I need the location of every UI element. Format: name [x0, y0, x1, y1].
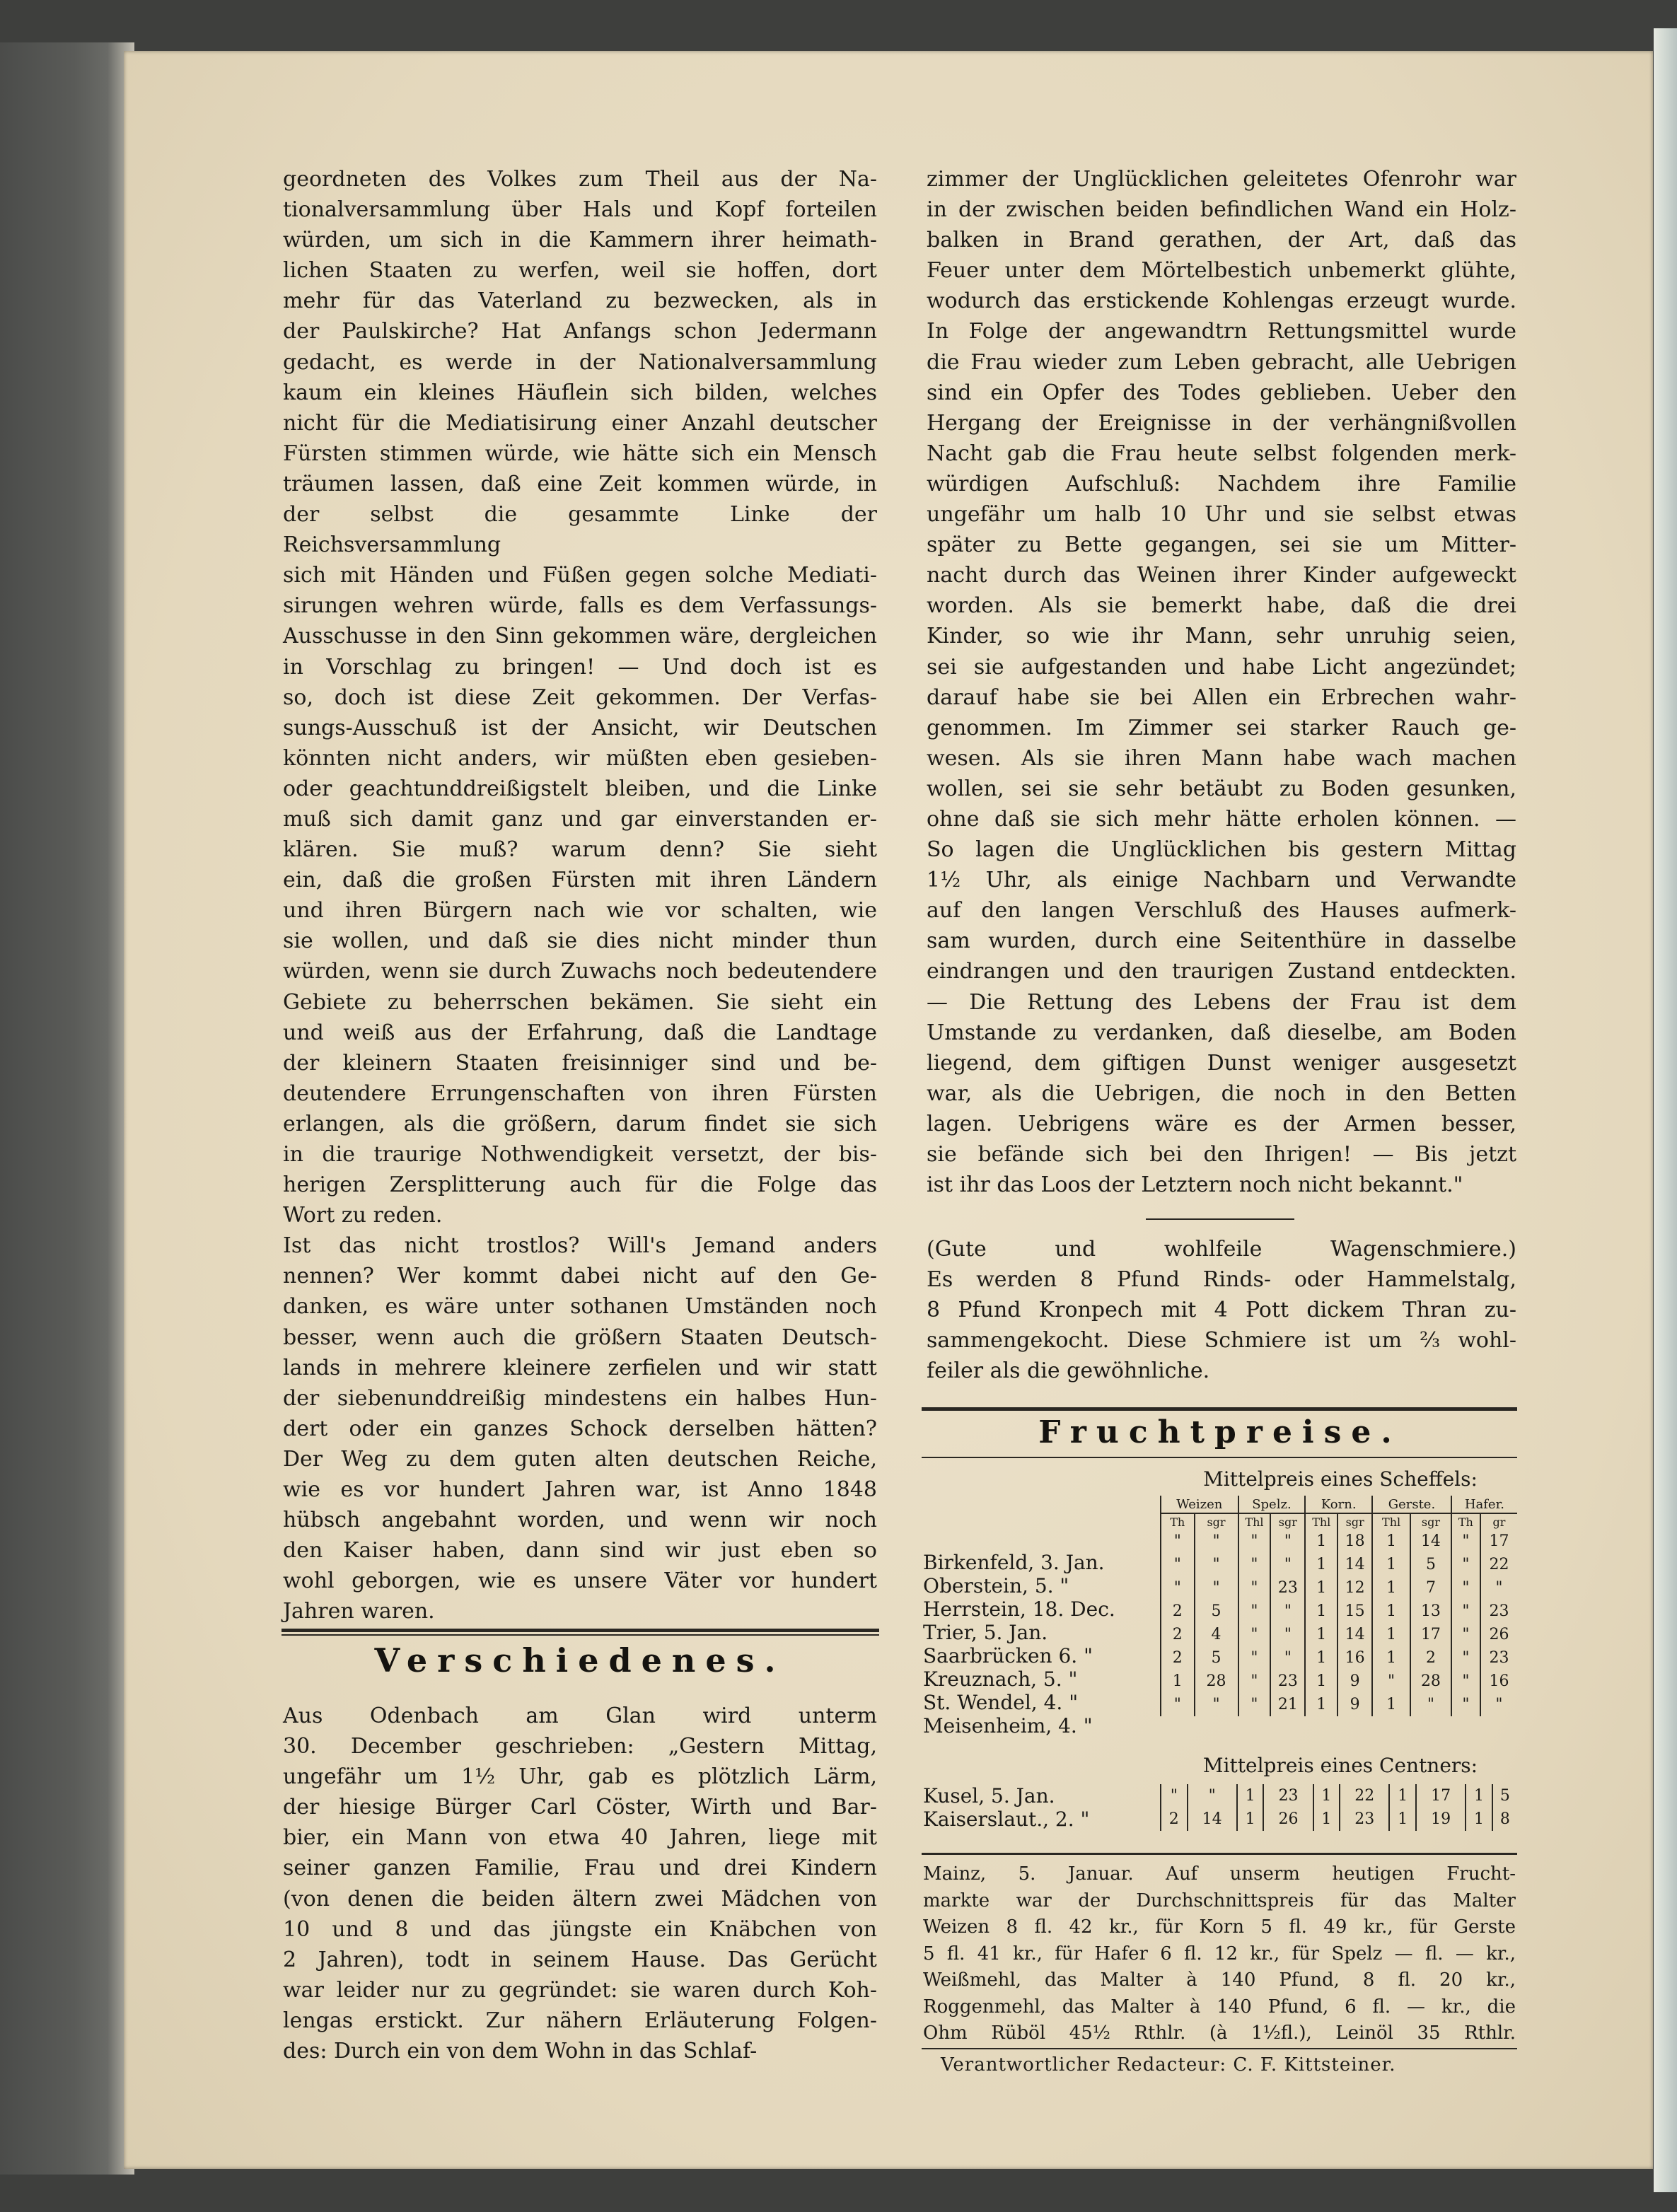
- table-cell: ": [1451, 1693, 1480, 1716]
- table-cell: 1: [1305, 1646, 1337, 1670]
- text-line: die Frau wieder zum Leben gebracht, alle Uebrigen: [927, 349, 1516, 375]
- table-row: [1161, 1693, 1517, 1716]
- text-line: Mainz, 5. Januar. Auf unserm heutigen Frucht-: [923, 1863, 1516, 1885]
- table-cell: ": [1451, 1646, 1480, 1670]
- text-line: sei sie aufgestanden und habe Licht angezündet;: [927, 654, 1516, 680]
- table-cell: 1: [1305, 1553, 1337, 1576]
- text-line: und weiß aus der Erfahrung, daß die Landtage: [283, 1020, 877, 1045]
- text-line: in die traurige Nothwendigkeit versetzt, der bis-: [283, 1142, 877, 1167]
- text-line: (Gute und wohlfeile Wagenschmiere.): [927, 1237, 1516, 1262]
- place-label: Kreuznach, 5. ": [923, 1667, 1078, 1691]
- short-rule: [1146, 1218, 1294, 1220]
- text-line: Ausschusse in den Sinn gekommen wäre, dergleichen: [283, 624, 877, 649]
- table-cell: ": [1410, 1693, 1451, 1716]
- table-cell: 1: [1161, 1670, 1195, 1693]
- table-cell: 13: [1410, 1600, 1451, 1623]
- table-cell: 1: [1305, 1600, 1337, 1623]
- text-line: Wort zu reden.: [283, 1203, 443, 1228]
- text-line: wollen, sei sie sehr betäubt zu Boden gesunken,: [927, 776, 1516, 801]
- table-cell: 1: [1237, 1808, 1264, 1831]
- unit-header-row: [1161, 1513, 1517, 1530]
- table-cell: 1: [1305, 1623, 1337, 1646]
- table-cell: 12: [1337, 1576, 1372, 1600]
- text-line: Es werden 8 Pfund Rinds- oder Hammelstalg,: [927, 1267, 1516, 1293]
- place-label: Meisenheim, 4. ": [923, 1714, 1093, 1737]
- table-header-scheffel: Mittelpreis eines Scheffels:: [1203, 1467, 1478, 1491]
- table-cell: 22: [1340, 1784, 1389, 1808]
- unit-header: Thl: [1372, 1513, 1410, 1530]
- text-line: muß sich damit ganz und gar einverstanden er-: [283, 806, 877, 832]
- price-grid-centner: [1160, 1784, 1517, 1831]
- section-rule: [282, 1629, 879, 1632]
- text-line: lengas erstickt. Zur nähern Erläuterung Folgen-: [283, 2008, 877, 2033]
- table-row: [1161, 1623, 1517, 1646]
- signature-rule: [922, 2048, 1517, 2049]
- table-cell: 14: [1337, 1623, 1372, 1646]
- table-cell: 9: [1337, 1670, 1372, 1693]
- table-cell: 26: [1480, 1623, 1517, 1646]
- table-cell: ": [1238, 1670, 1271, 1693]
- text-line: der hiesige Bürger Carl Cöster, Wirth und Bar-: [283, 1795, 877, 1820]
- place-label: Saarbrücken 6. ": [923, 1644, 1093, 1667]
- table-grid-top: [1160, 1496, 1517, 1716]
- table-cell: 23: [1480, 1600, 1517, 1623]
- table-cell: ": [1451, 1530, 1480, 1553]
- right-column-notice: [927, 1234, 1516, 1386]
- text-line: deutendere Errungenschaften von ihren Fürsten: [283, 1081, 877, 1106]
- table-cell: ": [1195, 1576, 1238, 1600]
- text-line: war leider nur zu gegründet: sie waren durch Koh-: [283, 1977, 877, 2003]
- table-cell: 1: [1372, 1693, 1410, 1716]
- text-line: Weizen 8 fl. 42 kr., für Korn 5 fl. 49 kr., für Gerste: [923, 1916, 1516, 1938]
- table-cell: 17: [1480, 1530, 1517, 1553]
- text-line: seiner ganzen Familie, Frau und drei Kindern: [283, 1856, 877, 1881]
- grain-header: Korn.: [1305, 1496, 1372, 1513]
- table-cell: ": [1238, 1646, 1271, 1670]
- text-line: später zu Bette gegangen, sei sie um Mitter-: [927, 532, 1516, 558]
- text-line: Roggenmehl, das Malter à 140 Pfund, 6 fl. — kr., die: [923, 1996, 1516, 2018]
- grain-header: Spelz.: [1238, 1496, 1306, 1513]
- text-line: sie wollen, und daß sie dies nicht minder thun: [283, 929, 877, 954]
- text-line: danken, es wäre unter sothanen Umständen noch: [283, 1294, 877, 1320]
- text-line: Nacht gab die Frau heute selbst folgenden merk-: [927, 441, 1516, 466]
- table-cell: ": [1188, 1784, 1237, 1808]
- right-paragraph-1: [927, 164, 1516, 1200]
- table-header-centner: Mittelpreis eines Centners:: [1202, 1754, 1478, 1777]
- table-cell: 1: [1305, 1530, 1337, 1553]
- text-line: eindrangen und den traurigen Zustand entdeckten.: [927, 959, 1516, 984]
- unit-header: sgr: [1337, 1513, 1372, 1530]
- table-cell: 2: [1410, 1646, 1451, 1670]
- grain-header-row: [1161, 1496, 1517, 1513]
- table-places: [923, 1551, 1156, 1737]
- text-line: den Kaiser haben, dann sind wir just eben so: [283, 1538, 877, 1564]
- text-line: Gebiete zu beherrschen bekämen. Sie sieht ein: [283, 989, 877, 1015]
- text-line: der Paulskirche? Hat Anfangs schon Jedermann: [283, 319, 877, 344]
- text-line: In Folge der angewandtrn Rettungsmittel wurde: [927, 319, 1516, 344]
- table-cell: 16: [1337, 1646, 1372, 1670]
- section-heading-verschiedenes: Verschiedenes.: [374, 1641, 786, 1680]
- place-label: St. Wendel, 4. ": [923, 1691, 1079, 1714]
- text-line: würden, wenn sie durch Zuwachs noch bedeutendere: [283, 959, 877, 984]
- text-line: sam wurden, durch eine Seitenthüre in dasselbe: [927, 929, 1516, 954]
- table-row: [1161, 1784, 1517, 1808]
- text-line: Ist das nicht trostlos? Will's Jemand anders: [283, 1233, 877, 1259]
- table-cell: ": [1480, 1693, 1517, 1716]
- table-cell: 15: [1337, 1600, 1372, 1623]
- table-row: [1161, 1808, 1517, 1831]
- text-line: wodurch das erstickende Kohlengas erzeugt wurde.: [927, 289, 1516, 314]
- text-line: sich mit Händen und Füßen gegen solche Mediati-: [283, 563, 877, 588]
- text-line: in der zwischen beiden befindlichen Wand ein Holz-: [927, 197, 1516, 223]
- text-line: zimmer der Unglücklichen geleitetes Ofenrohr war: [927, 167, 1516, 192]
- table-cell: 8: [1492, 1808, 1517, 1831]
- text-line: wohl geborgen, wie es unsere Väter vor hundert: [283, 1568, 877, 1594]
- table-cell: ": [1451, 1600, 1480, 1623]
- text-line: sungs-Ausschuß ist der Ansicht, wir Deutschen: [283, 715, 877, 740]
- table-cell: 1: [1372, 1553, 1410, 1576]
- text-line: hübsch angebahnt worden, und wenn wir noch: [283, 1508, 877, 1533]
- table-cell: ": [1238, 1623, 1271, 1646]
- table-cell: 5: [1195, 1600, 1238, 1623]
- text-line: tionalversammlung über Hals und Kopf forteilen: [283, 197, 877, 223]
- text-line: balken in Brand gerathen, der Art, daß das: [927, 228, 1516, 253]
- table-cell: 22: [1480, 1553, 1517, 1576]
- unit-header: sgr: [1270, 1513, 1305, 1530]
- text-line: feiler als die gewöhnliche.: [927, 1358, 1210, 1384]
- grain-header: Gerste.: [1372, 1496, 1451, 1513]
- text-line: darauf habe sie bei Allen ein Erbrechen wahr-: [927, 685, 1516, 710]
- text-line: genommen. Im Zimmer sei starker Rauch ge-: [927, 715, 1516, 740]
- text-line: 1½ Uhr, als einige Nachbarn und Verwandte: [927, 868, 1516, 893]
- text-line: gedacht, es werde in der Nationalversammlung: [283, 349, 877, 375]
- text-line: 10 und 8 und das jüngste ein Knäbchen von: [283, 1916, 877, 1942]
- text-line: sind ein Opfer des Todes geblieben. Ueber den: [927, 380, 1516, 405]
- text-line: Jahren waren.: [283, 1599, 435, 1624]
- table-cell: ": [1270, 1553, 1305, 1576]
- text-line: würdigen Aufschluß: Nachdem ihre Familie: [927, 471, 1516, 496]
- table-cell: ": [1238, 1600, 1271, 1623]
- text-line: war, als die Uebrigen, die noch in den Betten: [927, 1081, 1516, 1106]
- table-cell: 1: [1372, 1530, 1410, 1553]
- place-label: Herrstein, 18. Dec.: [923, 1597, 1115, 1621]
- table-cell: 2: [1161, 1600, 1195, 1623]
- text-line: herigen Zersplitterung auch für die Folge das: [283, 1172, 877, 1198]
- table-cell: 5: [1492, 1784, 1517, 1808]
- table-cell: 23: [1270, 1670, 1305, 1693]
- place-label: Kusel, 5. Jan.: [923, 1784, 1055, 1808]
- text-line: Feuer unter dem Mörtelbestich unbemerkt glühte,: [927, 258, 1516, 284]
- table-cell: 5: [1410, 1553, 1451, 1576]
- table-cell: 23: [1270, 1576, 1305, 1600]
- table-cell: 16: [1480, 1670, 1517, 1693]
- table-row: [1161, 1600, 1517, 1623]
- table-cell: ": [1195, 1693, 1238, 1716]
- text-line: so, doch ist diese Zeit gekommen. Der Verfas-: [283, 685, 877, 710]
- unit-header: Th: [1161, 1513, 1195, 1530]
- unit-header: Thl: [1305, 1513, 1337, 1530]
- text-line: der selbst die gesammte Linke der Reichsversammlung: [283, 502, 877, 558]
- table-row: [1161, 1530, 1517, 1553]
- table-cell: 14: [1337, 1553, 1372, 1576]
- place-label: Birkenfeld, 3. Jan.: [923, 1551, 1105, 1574]
- text-line: Fürsten stimmen würde, wie hätte sich ein Mensch: [283, 441, 877, 466]
- text-line: nennen? Wer kommt dabei nicht auf den Ge-: [283, 1264, 877, 1289]
- table-cell: 2: [1161, 1808, 1188, 1831]
- table-cell: ": [1451, 1670, 1480, 1693]
- text-line: der kleinern Staaten freisinniger sind und be-: [283, 1050, 877, 1076]
- table-cell: 2: [1161, 1623, 1195, 1646]
- table-places-centner: [923, 1784, 1156, 1831]
- table-cell: 19: [1416, 1808, 1466, 1831]
- table-cell: 4: [1195, 1623, 1238, 1646]
- table-cell: 1: [1305, 1693, 1337, 1716]
- text-line: 8 Pfund Kronpech mit 4 Pott dickem Thran zu-: [927, 1298, 1516, 1323]
- table-cell: 26: [1263, 1808, 1313, 1831]
- text-line: träumen lassen, daß eine Zeit kommen würde, in: [283, 471, 877, 496]
- table-cell: ": [1195, 1530, 1238, 1553]
- unit-header: sgr: [1195, 1513, 1238, 1530]
- text-line: wie es vor hundert Jahren war, ist Anno 1848: [283, 1477, 877, 1503]
- unit-header: sgr: [1410, 1513, 1451, 1530]
- table-cell: ": [1270, 1623, 1305, 1646]
- text-line: 5 fl. 41 kr., für Hafer 6 fl. 12 kr., für Spelz — fl. — kr.,: [923, 1943, 1516, 1964]
- text-line: geordneten des Volkes zum Theil aus der Na-: [283, 167, 877, 192]
- text-line: 30. December geschrieben: „Gestern Mittag,: [283, 1734, 877, 1759]
- text-line: könnten nicht anders, wir müßten eben gesieben-: [283, 745, 877, 771]
- text-line: Weißmehl, das Malter à 140 Pfund, 8 fl. 20 kr.,: [923, 1969, 1516, 1991]
- place-label: Kaiserslaut., 2. ": [923, 1808, 1090, 1831]
- table-cell: ": [1238, 1553, 1271, 1576]
- text-line: mehr für das Vaterland zu bezwecken, als in: [283, 289, 877, 314]
- text-line: nacht durch das Weinen ihrer Kinder aufgeweckt: [927, 563, 1516, 588]
- table-cell: ": [1238, 1530, 1271, 1553]
- unit-header: Thl: [1238, 1513, 1271, 1530]
- table-row: [1161, 1576, 1517, 1600]
- editor-signature: Verantwortlicher Redacteur: C. F. Kittsteiner.: [941, 2054, 1396, 2076]
- table-cell: 1: [1237, 1784, 1264, 1808]
- text-line: Aus Odenbach am Glan wird unterm: [283, 1704, 877, 1728]
- table-cell: 18: [1337, 1530, 1372, 1553]
- table-cell: 21: [1270, 1693, 1305, 1716]
- grain-header: Hafer.: [1451, 1496, 1517, 1513]
- table-cell: ": [1161, 1576, 1195, 1600]
- table-cell: ": [1480, 1576, 1517, 1600]
- table-cell: ": [1195, 1553, 1238, 1576]
- text-line: und ihren Bürgern nach wie vor schalten, wie: [283, 898, 877, 924]
- table-cell: 28: [1195, 1670, 1238, 1693]
- text-line: So lagen die Unglücklichen bis gestern Mittag: [927, 837, 1516, 863]
- text-line: dert oder ein ganzes Schock derselben hätten?: [283, 1416, 877, 1441]
- table-row: [1161, 1646, 1517, 1670]
- table-cell: 23: [1263, 1784, 1313, 1808]
- table-cell: ": [1372, 1670, 1410, 1693]
- mainz-market-report: [923, 1861, 1516, 2047]
- text-line: ungefähr um halb 10 Uhr und sie selbst etwas: [927, 502, 1516, 528]
- right-column: [927, 164, 1516, 1200]
- price-grid: [1160, 1496, 1517, 1716]
- place-label: Oberstein, 5. ": [923, 1574, 1069, 1597]
- text-line: lands in mehrere kleinere zerfielen und wir statt: [283, 1355, 877, 1380]
- text-line: ungefähr um 1½ Uhr, gab es plötzlich Lärm,: [283, 1764, 877, 1790]
- text-line: erlangen, als die größern, darum findet sie sich: [283, 1111, 877, 1136]
- text-line: sie befände sich bei den Ihrigen! — Bis jetzt: [927, 1142, 1516, 1167]
- text-line: kaum ein kleines Häuflein sich bilden, welches: [283, 380, 877, 405]
- text-line: — Die Rettung des Lebens der Frau ist dem: [927, 989, 1516, 1015]
- right-paragraph-2: [927, 1234, 1516, 1386]
- text-line: auf den langen Verschluß des Hauses aufmerk-: [927, 898, 1516, 924]
- text-line: Umstande zu verdanken, daß dieselbe, am Boden: [927, 1020, 1516, 1045]
- table-row: [1161, 1670, 1517, 1693]
- left-column-lower: [283, 1701, 877, 2066]
- table-cell: ": [1161, 1530, 1195, 1553]
- text-line: in Vorschlag zu bringen! — Und doch ist es: [283, 654, 877, 680]
- text-line: der siebenunddreißig mindestens ein halbes Hun-: [283, 1385, 877, 1411]
- table-cell: ": [1238, 1693, 1271, 1716]
- text-line: (von denen die beiden ältern zwei Mädchen von: [283, 1886, 877, 1911]
- table-cell: 17: [1410, 1623, 1451, 1646]
- table-cell: 1: [1313, 1808, 1340, 1831]
- table-cell: ": [1270, 1646, 1305, 1670]
- table-cell: 1: [1372, 1646, 1410, 1670]
- table-cell: ": [1161, 1693, 1195, 1716]
- table-cell: 17: [1416, 1784, 1466, 1808]
- table-cell: 1: [1372, 1623, 1410, 1646]
- table-cell: 14: [1188, 1808, 1237, 1831]
- table-cell: ": [1238, 1576, 1271, 1600]
- text-line: ein, daß die großen Fürsten mit ihren Ländern: [283, 868, 877, 893]
- table-cell: 9: [1337, 1693, 1372, 1716]
- text-line: liegend, dem giftigen Dunst weniger ausgesetzt: [927, 1050, 1516, 1076]
- table-cell: 7: [1410, 1576, 1451, 1600]
- grain-header: Weizen: [1161, 1496, 1238, 1513]
- table-cell: ": [1270, 1530, 1305, 1553]
- text-line: Hergang der Ereignisse in der verhängnißvollen: [927, 410, 1516, 436]
- text-line: Der Weg zu dem guten alten deutschen Reiche,: [283, 1446, 877, 1472]
- page-edge: [1654, 28, 1677, 2192]
- text-line: 2 Jahren), todt in seinem Hause. Das Gerücht: [283, 1947, 877, 1972]
- table-cell: 1: [1389, 1784, 1416, 1808]
- text-line: würden, um sich in die Kammern ihrer heimath-: [283, 228, 877, 253]
- table-cell: 23: [1480, 1646, 1517, 1670]
- table-cell: 1: [1305, 1576, 1337, 1600]
- table-cell: 1: [1389, 1808, 1416, 1831]
- table-grid-bottom: [1160, 1784, 1517, 1831]
- text-line: ist ihr das Loos der Letztern noch nicht bekannt.": [927, 1172, 1463, 1198]
- section-heading-fruchtpreise: Fruchtpreise.: [1038, 1414, 1402, 1450]
- table-cell: 23: [1340, 1808, 1389, 1831]
- table-row: [1161, 1553, 1517, 1576]
- table-cell: 1: [1466, 1784, 1492, 1808]
- table-cell: ": [1270, 1600, 1305, 1623]
- unit-header: Th: [1451, 1513, 1480, 1530]
- left-column: [283, 164, 877, 1627]
- place-label: Trier, 5. Jan.: [923, 1621, 1048, 1644]
- text-line: Ohm Rüböl 45½ Rthlr. (à 1½fl.), Leinöl 35 Rthlr.: [923, 2022, 1516, 2044]
- table-cell: ": [1451, 1553, 1480, 1576]
- table-cell: 2: [1161, 1646, 1195, 1670]
- text-line: klären. Sie muß? warum denn? Sie sieht: [283, 837, 877, 863]
- text-line: nicht für die Mediatisirung einer Anzahl deutscher: [283, 410, 877, 436]
- text-line: bier, ein Mann von etwa 40 Jahren, liege mit: [283, 1825, 877, 1851]
- table-cell: ": [1161, 1784, 1188, 1808]
- text-line: worden. Als sie bemerkt habe, daß die drei: [927, 593, 1516, 619]
- table-cell: 5: [1195, 1646, 1238, 1670]
- table-cell: 28: [1410, 1670, 1451, 1693]
- table-cell: 1: [1372, 1600, 1410, 1623]
- text-line: ohne daß sie sich mehr hätte erholen können. —: [927, 806, 1516, 832]
- text-line: lichen Staaten zu werfen, weil sie hoffen, dort: [283, 258, 877, 284]
- table-rule: [922, 1853, 1517, 1855]
- table-cell: 1: [1305, 1670, 1337, 1693]
- table-cell: 1: [1372, 1576, 1410, 1600]
- text-line: wesen. Als sie ihren Mann habe wach machen: [927, 745, 1516, 771]
- left-paragraph-2: [283, 1230, 877, 1626]
- left-paragraph-1: [283, 164, 877, 1230]
- left-paragraph-3: [283, 1701, 877, 2066]
- table-cell: ": [1161, 1553, 1195, 1576]
- table-cell: 1: [1313, 1784, 1340, 1808]
- table-cell: ": [1451, 1576, 1480, 1600]
- book-binding: [0, 42, 134, 2175]
- text-line: markte war der Durchschnittspreis für das Malter: [923, 1890, 1516, 1911]
- text-line: Kinder, so wie ihr Mann, sehr unruhig seien,: [927, 624, 1516, 649]
- text-line: besser, wenn auch die größern Staaten Deutsch-: [283, 1325, 877, 1350]
- unit-header: gr: [1480, 1513, 1517, 1530]
- text-line: des: Durch ein von dem Wohn in das Schlaf-: [283, 2039, 758, 2064]
- table-cell: 14: [1410, 1530, 1451, 1553]
- table-cell: 1: [1466, 1808, 1492, 1831]
- text-line: sammengekocht. Diese Schmiere ist um ⅔ wohl-: [927, 1328, 1516, 1354]
- text-line: sirungen wehren würde, falls es dem Verfassungs-: [283, 593, 877, 619]
- text-line: oder geachtunddreißigstelt bleiben, und die Linke: [283, 776, 877, 801]
- text-line: lagen. Uebrigens wäre es der Armen besser,: [927, 1111, 1516, 1136]
- table-cell: ": [1451, 1623, 1480, 1646]
